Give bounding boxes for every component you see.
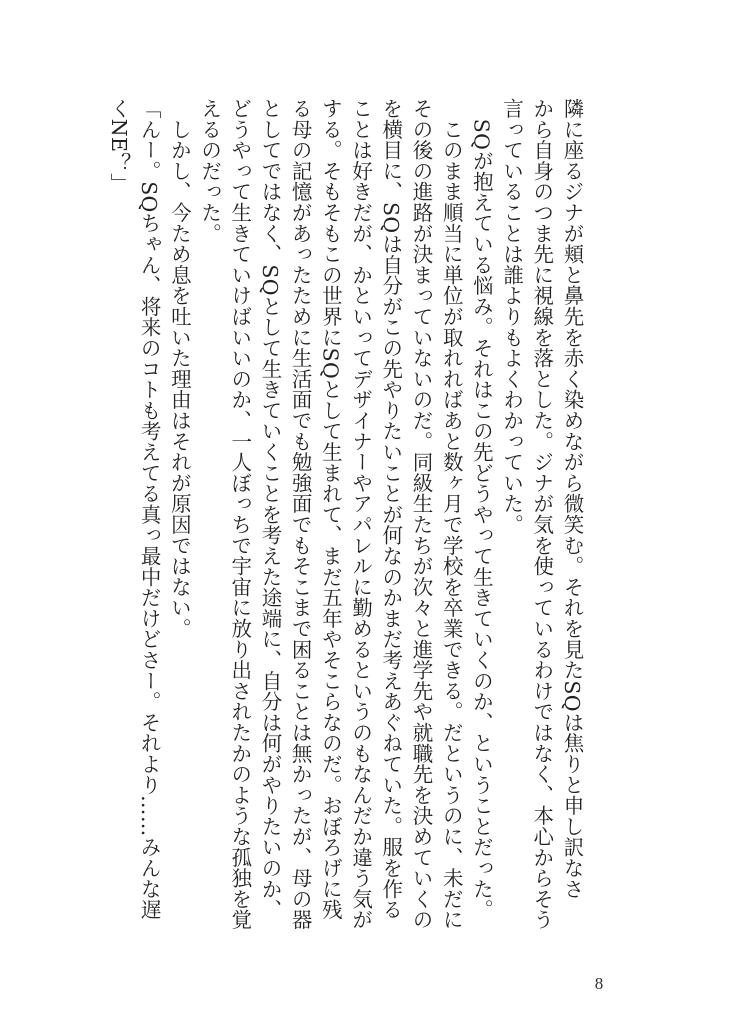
text-line: SQが抱えている悩み。それはこの先どうやって生きていくのか、ということだった。 bbox=[469, 98, 494, 920]
text-line: くNE？」 bbox=[106, 98, 131, 194]
text-line: 言っていることは誰よりもよくわかっていた。 bbox=[499, 98, 524, 535]
text-line: ことは好きだが、かといってデザイナーやアパレルに勤めるというのもなんだか違う気が bbox=[348, 98, 373, 930]
text-line: 「んー。SQちゃん、将来のコトも考えてる真っ最中だけどさー。それより……みんな遅 bbox=[137, 98, 162, 920]
text-line: から自身のつま先に視線を落とした。ジナが気を使っているわけではなく、本心からそう bbox=[529, 98, 554, 930]
text-line: このまま順当に単位が取れればあと数ヶ月で学校を卒業できる。だというのに、未だに bbox=[439, 98, 464, 930]
text-line: としてではなく、SQとして生きていくことを考えた途端に、自分は何がやりたいのか、 bbox=[257, 98, 282, 920]
vertical-text-body bbox=[104, 98, 587, 958]
page-number: 8 bbox=[594, 974, 604, 993]
text-line: を横目に、SQは自分がこの先やりたいことが何なのかまだ考えあぐねていた。服を作る bbox=[378, 98, 403, 920]
text-line: えるのだった。 bbox=[197, 98, 222, 244]
text-line: どうやって生きていけばいいのか、一人ぼっちで宇宙に放り出されたかのような孤独を覚 bbox=[227, 98, 252, 930]
text-line: 隣に座るジナが頬と鼻先を赤く染めながら微笑む。それを見たSQは焦りと申し訳なさ bbox=[560, 98, 584, 900]
text-line: する。そもそもこの世界にSQとして生まれて、まだ五年やそこらなのだ。おぼろげに残 bbox=[318, 98, 343, 920]
text-line: る母の記憶があったために生活面でも勉強面でもそこまで困ることは無かったが、母の器 bbox=[288, 98, 313, 930]
text-line: その後の進路が決まっていないのだ。同級生たちが次々と進学先や就職先を決めていくの bbox=[408, 98, 433, 930]
text-line: しかし、今ため息を吐いた理由はそれが原因ではない。 bbox=[167, 98, 192, 639]
